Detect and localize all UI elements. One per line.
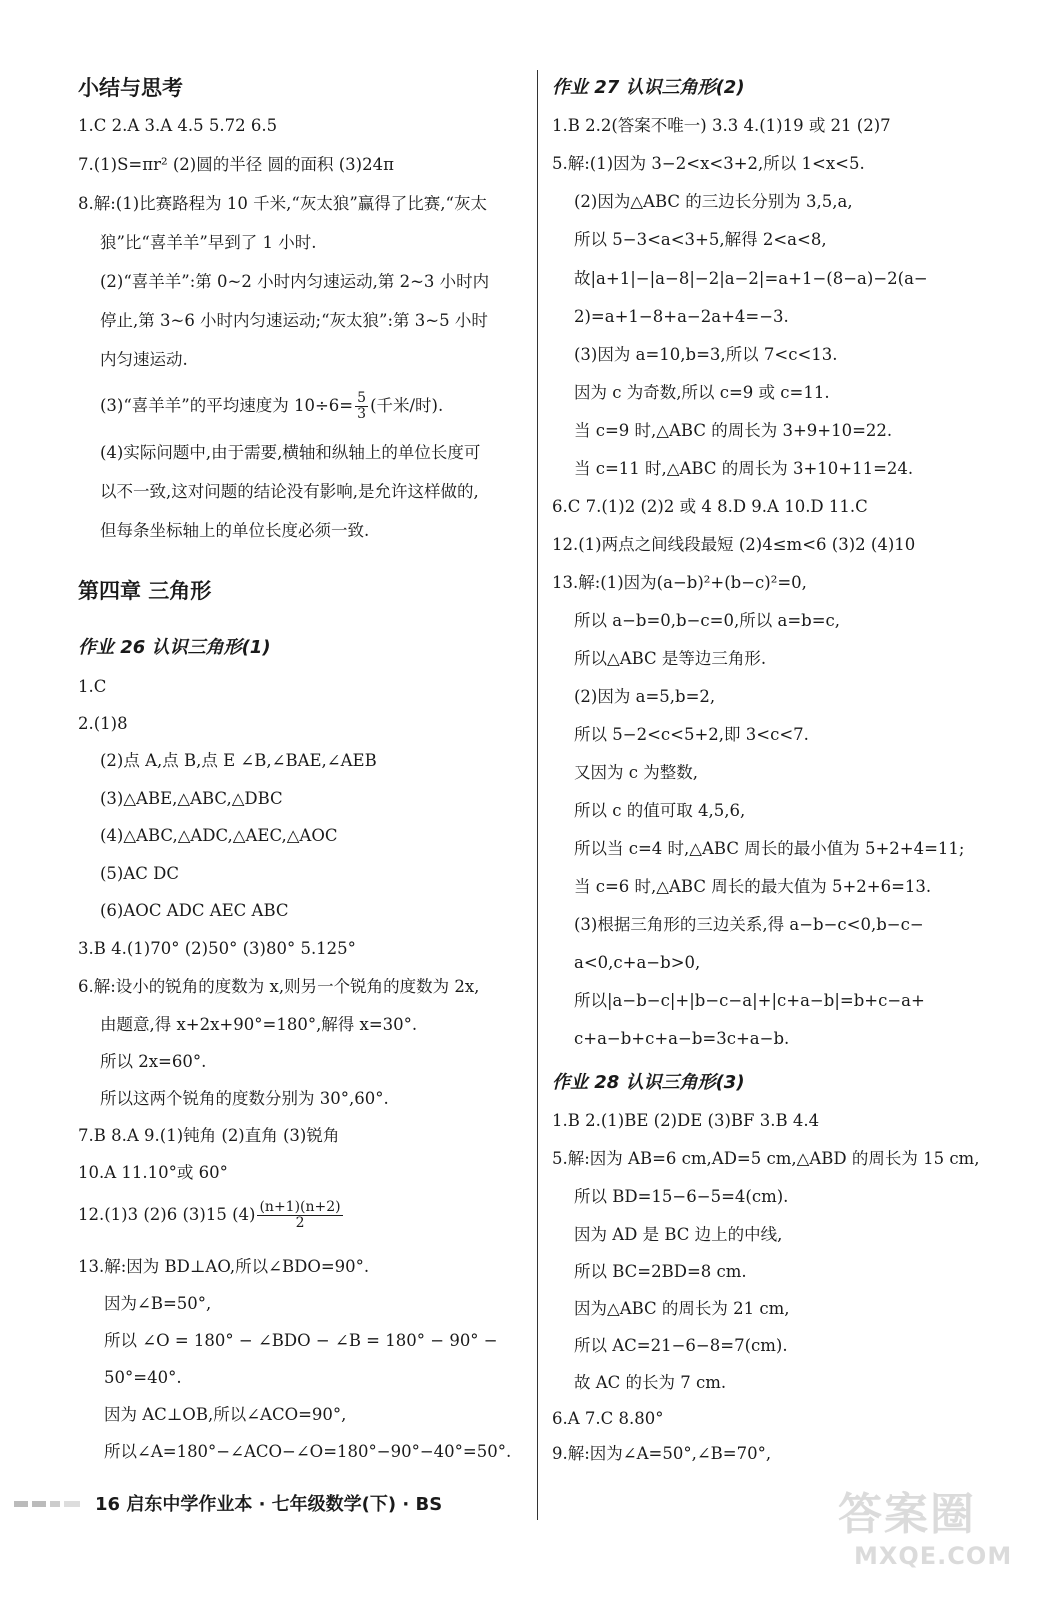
answer-line: 当 c=6 时,△ABC 周长的最大值为 5+2+6=13.: [574, 877, 932, 896]
chapter-title: 第四章 三角形: [78, 579, 212, 603]
answer-line: 6.解:设小的锐角的度数为 x,则另一个锐角的度数为 2x,: [78, 977, 480, 996]
answer-line: 7.B 8.A 9.(1)钝角 (2)直角 (3)锐角: [78, 1126, 340, 1145]
answer-line: 1.C: [78, 677, 107, 696]
fraction-numerator: (n+1)(n+2): [259, 1199, 341, 1215]
answer-line: 因为 c 为奇数,所以 c=9 或 c=11.: [574, 383, 830, 402]
answer-line: (4)△ABC,△ADC,△AEC,△AOC: [100, 826, 338, 845]
answer-line: 5.解:因为 AB=6 cm,AD=5 cm,△ABD 的周长为 15 cm,: [552, 1149, 980, 1168]
answer-line: 故|a+1|−|a−8|−2|a−2|=a+1−(8−a)−2(a−: [574, 269, 928, 288]
answer-line: 但每条坐标轴上的单位长度必须一致.: [100, 521, 370, 540]
answer-line: 3.B 4.(1)70° (2)50° (3)80° 5.125°: [78, 939, 356, 958]
fraction: [257, 1200, 342, 1231]
answer-line: 又因为 c 为整数,: [574, 763, 698, 782]
answer-line: (2)因为△ABC 的三边长分别为 3,5,a,: [574, 192, 853, 211]
homework-26-title: 作业 26 认识三角形(1): [78, 637, 271, 658]
answer-line: 所以 AC=21−6−8=7(cm).: [574, 1336, 788, 1355]
answer-line: 1.C 2.A 3.A 4.5 5.72 6.5: [78, 116, 278, 135]
answer-line: (6)AOC ADC AEC ABC: [100, 901, 289, 920]
answer-line: 所以 a−b=0,b−c=0,所以 a=b=c,: [574, 611, 841, 630]
fraction: [355, 391, 368, 422]
answer-line: (2)“喜羊羊”:第 0~2 小时内匀速运动,第 2~3 小时内: [100, 272, 490, 291]
answer-line: 7.(1)S=πr² (2)圆的半径 圆的面积 (3)24π: [78, 155, 394, 174]
fraction-denominator: 2: [295, 1215, 305, 1231]
answer-line: 因为 AC⊥OB,所以∠ACO=90°,: [104, 1405, 347, 1424]
homework-27-title: 作业 27 认识三角形(2): [552, 77, 745, 98]
answer-line: (2)点 A,点 B,点 E ∠B,∠BAE,∠AEB: [100, 751, 377, 770]
answer-line: 狼”比“喜羊羊”早到了 1 小时.: [100, 233, 317, 252]
answer-line: c+a−b+c+a−b=3c+a−b.: [574, 1029, 790, 1048]
answer-line: 当 c=11 时,△ABC 的周长为 3+10+11=24.: [574, 459, 914, 478]
watermark-url: MXQE.COM: [854, 1542, 1013, 1570]
answer-line: (2)因为 a=5,b=2,: [574, 687, 716, 706]
answer-text: (3)“喜羊羊”的平均速度为 10÷6=: [100, 396, 354, 415]
answer-line: (3)因为 a=10,b=3,所以 7<c<13.: [574, 345, 838, 364]
answer-text: 12.(1)3 (2)6 (3)15 (4): [78, 1205, 256, 1224]
answer-line: 所以 5−3<a<3+5,解得 2<a<8,: [574, 230, 827, 249]
answer-line: [100, 391, 443, 422]
answer-line: 10.A 11.10°或 60°: [78, 1163, 228, 1182]
answer-line: a<0,c+a−b>0,: [574, 953, 701, 972]
answer-line: 所以 BD=15−6−5=4(cm).: [574, 1187, 789, 1206]
answer-line: 所以 2x=60°.: [100, 1052, 207, 1071]
answer-text: (千米/时).: [370, 396, 444, 415]
page-footer: 16 启东中学作业本 · 七年级数学(下) · BS: [95, 1494, 443, 1515]
summary-title: 小结与思考: [78, 76, 183, 100]
answer-line: 所以|a−b−c|+|b−c−a|+|c+a−b|=b+c−a+: [574, 991, 925, 1010]
answer-line: 所以 c 的值可取 4,5,6,: [574, 801, 746, 820]
answer-line: 以不一致,这对问题的结论没有影响,是允许这样做的,: [100, 482, 479, 501]
watermark-logo: [838, 1478, 1048, 1588]
answer-line: 9.解:因为∠A=50°,∠B=70°,: [552, 1444, 772, 1463]
column-divider: [537, 70, 538, 1520]
answer-line: 13.解:(1)因为(a−b)²+(b−c)²=0,: [552, 573, 807, 592]
fraction-denominator: 3: [357, 406, 367, 422]
answer-line: 13.解:因为 BD⊥AO,所以∠BDO=90°.: [78, 1257, 370, 1276]
answer-line: (3)根据三角形的三边关系,得 a−b−c<0,b−c−: [574, 915, 924, 934]
answer-line: 所以这两个锐角的度数分别为 30°,60°.: [100, 1089, 389, 1108]
answer-line: 2.(1)8: [78, 714, 128, 733]
answer-line: 50°=40°.: [104, 1368, 182, 1387]
answer-line: 1.B 2.2(答案不唯一) 3.3 4.(1)19 或 21 (2)7: [552, 116, 891, 135]
answer-line: 8.解:(1)比赛路程为 10 千米,“灰太狼”赢得了比赛,“灰太: [78, 194, 487, 213]
answer-line: 故 AC 的长为 7 cm.: [574, 1373, 727, 1392]
footer-decoration-icon: [14, 1497, 84, 1511]
fraction-numerator: 5: [357, 390, 367, 406]
answer-line: 6.A 7.C 8.80°: [552, 1409, 664, 1428]
answer-line: 所以 ∠O = 180° − ∠BDO − ∠B = 180° − 90° −: [104, 1331, 498, 1350]
answer-line: 所以△ABC 是等边三角形.: [574, 649, 767, 668]
answer-line: 停止,第 3~6 小时内匀速运动;“灰太狼”:第 3~5 小时: [100, 311, 488, 330]
answer-line: (5)AC DC: [100, 864, 180, 883]
answer-line: 12.(1)两点之间线段最短 (2)4≤m<6 (3)2 (4)10: [552, 535, 916, 554]
answer-line: 因为∠B=50°,: [104, 1294, 212, 1313]
answer-line: (4)实际问题中,由于需要,横轴和纵轴上的单位长度可: [100, 443, 481, 462]
answer-line: 2)=a+1−8+a−2a+4=−3.: [574, 307, 789, 326]
answer-line: 由题意,得 x+2x+90°=180°,解得 x=30°.: [100, 1015, 418, 1034]
answer-line: 6.C 7.(1)2 (2)2 或 4 8.D 9.A 10.D 11.C: [552, 497, 868, 516]
answer-line: 所以当 c=4 时,△ABC 周长的最小值为 5+2+4=11;: [574, 839, 965, 858]
watermark-text: 答案圈: [838, 1489, 976, 1540]
answer-line: 5.解:(1)因为 3−2<x<3+2,所以 1<x<5.: [552, 154, 865, 173]
answer-line: 当 c=9 时,△ABC 的周长为 3+9+10=22.: [574, 421, 893, 440]
answer-line: 因为 AD 是 BC 边上的中线,: [574, 1225, 783, 1244]
answer-line: 1.B 2.(1)BE (2)DE (3)BF 3.B 4.4: [552, 1111, 820, 1130]
homework-28-title: 作业 28 认识三角形(3): [552, 1072, 745, 1093]
answer-line: 所以 BC=2BD=8 cm.: [574, 1262, 747, 1281]
answer-line: (3)△ABE,△ABC,△DBC: [100, 789, 283, 808]
answer-line: 所以 5−2<c<5+2,即 3<c<7.: [574, 725, 809, 744]
answer-line: 所以∠A=180°−∠ACO−∠O=180°−90°−40°=50°.: [104, 1442, 512, 1461]
answer-line: 内匀速运动.: [100, 350, 188, 369]
answer-line: [78, 1200, 345, 1231]
answer-line: 因为△ABC 的周长为 21 cm,: [574, 1299, 790, 1318]
